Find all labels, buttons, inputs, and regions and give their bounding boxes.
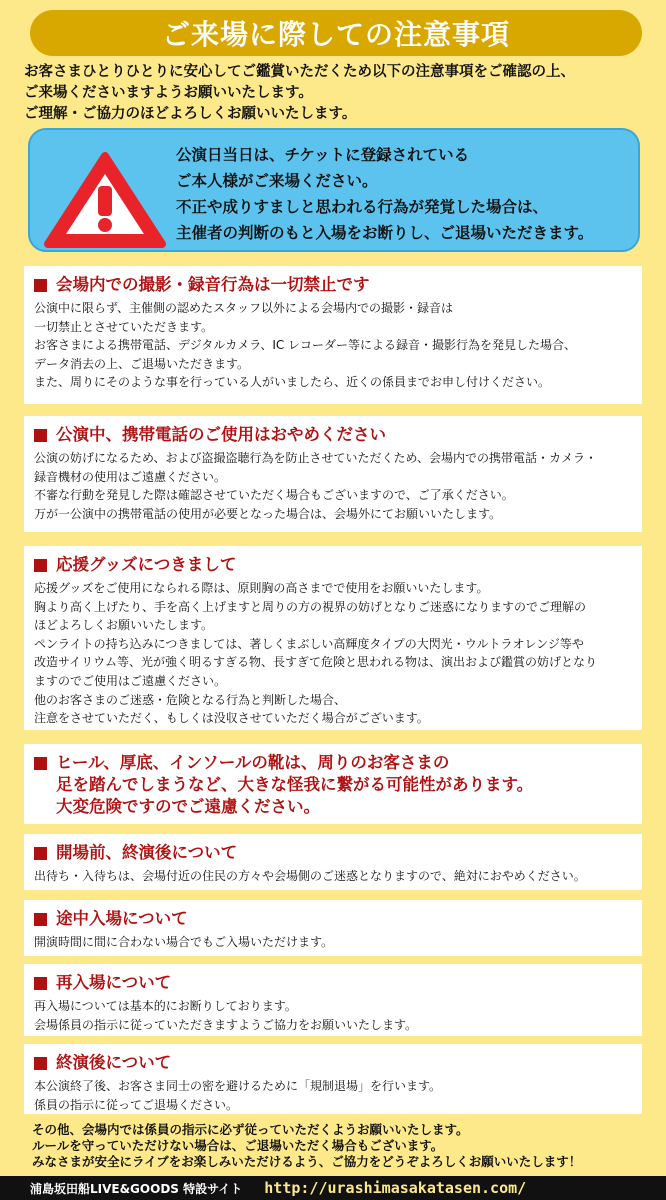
body-line: 公演中に限らず、主催側の認めたスタッフ以外による会場内での撮影・録音は	[34, 301, 454, 315]
section-no-phone	[24, 416, 642, 532]
body-line: ほどよろしくお願いいたします。	[34, 618, 214, 633]
body-line: 万が一公演中の携帯電話の使用が必要となった場合は、会場外にてお願いいたします。	[34, 506, 502, 521]
section-body	[34, 1077, 632, 1114]
section-heading: 再入場について	[34, 972, 632, 994]
body-line: 応援グッズをご使用になられる際は、原則胸の高さまでで使用をお願いいたします。	[34, 581, 489, 595]
body-line: 不審な行動を発見した際は確認させていただく場合もございますので、ご了承ください。	[34, 488, 514, 503]
intro-line: ご理解・ご協力のほどよろしくお願いいたします。	[24, 106, 357, 122]
site-footer-bar	[0, 1176, 666, 1200]
section-late-entry	[24, 900, 642, 956]
section-re-entry	[24, 964, 642, 1036]
section-body	[34, 933, 632, 952]
body-line: 再入場については基本的にお断りしております。	[34, 999, 297, 1013]
bullet-square-icon	[34, 913, 47, 926]
section-heading: 開場前、終演後について	[34, 842, 632, 864]
section-no-recording	[24, 266, 642, 404]
body-line: 本公演終了後、お客さま同士の密を避けるために「規制退場」を行います。	[34, 1079, 442, 1093]
intro-line: お客さまひとりひとりに安心してご鑑賞いただくため以下の注意事項をご確認の上、	[24, 64, 575, 80]
section-heading: 終演後について	[34, 1052, 632, 1074]
title-banner	[30, 10, 642, 56]
closing-line: みなさまが安全にライブをお楽しみいただけるよう、ご協力をどうぞよろしくお願いいたします！	[32, 1154, 582, 1169]
warning-line: 主催者の判断のもと入場をお断りし、ご退場いただきます。	[176, 224, 594, 242]
section-heading: 公演中、携帯電話のご使用はおやめください	[34, 424, 632, 446]
bullet-square-icon	[34, 757, 47, 770]
closing-notes	[32, 1122, 652, 1170]
closing-line: ルールを守っていただけない場合は、ご退場いただく場合もございます。	[32, 1138, 444, 1153]
body-line: 開演時間に間に合わない場合でもご入場いただけます。	[34, 935, 334, 949]
section-body	[34, 449, 632, 523]
section-footwear-warning	[24, 744, 642, 824]
section-body	[34, 997, 632, 1034]
closing-line: その他、会場内では係員の指示に必ず従っていただくようお願いいたします。	[32, 1122, 469, 1137]
site-name: 浦島坂田船LIVE&GOODS 特設サイト	[30, 1181, 243, 1196]
body-line: 胸より高く上げたり、手を高く上げますと周りの方の視界の妨げとなりご迷惑になりますのでご理解の	[34, 599, 587, 614]
warning-triangle-icon	[42, 150, 168, 250]
section-heading: 途中入場について	[34, 908, 632, 930]
warning-text	[176, 142, 638, 246]
body-line: 他のお客さまのご迷惑・危険となる行為と判断した場合、	[34, 692, 347, 707]
bullet-square-icon	[34, 847, 47, 860]
body-line: お客さまによる携帯電話、デジタルカメラ、IC レコーダー等による録音・撮影行為を発見した場合、	[34, 338, 577, 353]
body-line: 公演の妨げになるため、および盗撮盗聴行為を防止させていただくため、会場内での携帯電話・カメラ・	[34, 451, 598, 465]
bullet-square-icon	[34, 279, 47, 292]
body-line: 注意をさせていただく、もしくは没収させていただく場合がございます。	[34, 711, 429, 726]
page-title: ご来場に際しての注意事項	[161, 18, 510, 51]
bullet-square-icon	[34, 559, 47, 572]
warning-line: 公演日当日は、チケットに登録されている	[176, 146, 470, 164]
bullet-square-icon	[34, 1057, 47, 1070]
intro-line: ご来場くださいますようお願いいたします。	[24, 85, 313, 101]
body-line: また、周りにそのような事を行っている人がいましたら、近くの係員までお申し付けください。	[34, 375, 551, 390]
section-after-show	[24, 1044, 642, 1114]
body-line: ペンライトの持ち込みにつきましては、著しくまぶしい高輝度タイプの大閃光・ウルトラオレンジ等や	[34, 636, 584, 651]
body-line: 録音機材の使用はご遠慮ください。	[34, 469, 227, 484]
site-url-link[interactable]: http://urashimasakatasen.com/	[264, 1179, 527, 1197]
body-line: 出待ち・入待ちは、会場付近の住民の方々や会場側のご迷惑となりますので、絶対におやめください。	[34, 869, 586, 883]
section-heading: 会場内での撮影・録音行為は一切禁止です	[34, 274, 632, 296]
section-body	[34, 867, 632, 886]
heading-line: ヒール、厚底、インソールの靴は、周りのお客さまの	[56, 753, 450, 772]
intro-text	[24, 62, 654, 125]
bullet-square-icon	[34, 977, 47, 990]
heading-line: 足を踏んでしまうなど、大きな怪我に繋がる可能性があります。	[56, 775, 534, 794]
section-heading: 応援グッズにつきまして	[34, 554, 632, 576]
body-line: 一切禁止とさせていただきます。	[34, 319, 214, 334]
section-cheering-goods	[24, 546, 642, 730]
warning-line: ご本人様がご来場ください。	[176, 172, 378, 190]
section-body	[34, 299, 632, 392]
heading-line: 大変危険ですのでご遠慮ください。	[56, 797, 320, 816]
bullet-square-icon	[34, 429, 47, 442]
section-heading	[34, 752, 632, 818]
section-body	[34, 579, 632, 728]
ticket-warning-box	[28, 128, 640, 252]
body-line: 改造サイリウム等、光が強く明るすぎる物、長すぎて危険と思われる物は、演出および鑑賞の妨げとなり	[34, 655, 598, 670]
body-line: データ消去の上、ご退場いただきます。	[34, 356, 250, 371]
section-before-after-show	[24, 834, 642, 890]
body-line: ますのでご使用はご遠慮ください。	[34, 673, 227, 688]
warning-line: 不正や成りすましと思われる行為が発覚した場合は、	[176, 198, 549, 216]
body-line: 会場係員の指示に従っていただきますようご協力をお願いいたします。	[34, 1017, 418, 1032]
body-line: 係員の指示に従ってご退場ください。	[34, 1097, 239, 1112]
